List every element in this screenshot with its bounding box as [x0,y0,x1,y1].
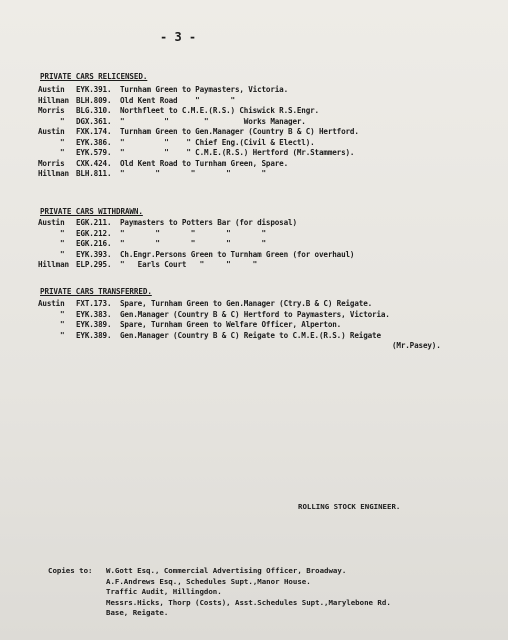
car-registration: BLH.809. [76,95,112,105]
car-make: Austin [38,127,65,136]
car-make: " [60,320,65,329]
car-registration: EYK.389. [76,330,112,340]
car-make: Hillman [38,260,69,269]
car-make: " [60,116,65,126]
page-number: - 3 - [160,30,197,44]
copy-recipient: Messrs.Hicks, Thorp (Costs), Asst.Schedules Supt.,Marylebone Rd. [106,597,391,607]
movement-description: " Earls Court " " " [120,260,258,269]
car-make: Austin [38,299,65,308]
car-make: " [60,330,65,340]
car-registration: BLG.310. [76,106,112,115]
movement-description: Ch.Engr.Persons Green to Turnham Green (for overhaul) [120,249,355,259]
car-make: " [60,239,65,248]
movement-description: " " " " " [120,169,266,178]
copies-label: Copies to: [48,566,93,575]
section-heading: PRIVATE CARS RELICENSED. [40,72,148,81]
car-registration: EYK.579. [76,148,112,157]
movement-description: Northfleet to C.M.E.(R.S.) Chiswick R.S.Engr. [120,106,319,115]
car-make: Austin [38,218,65,227]
movement-description: " " " Works Manager. [120,116,306,126]
movement-description: " " " Chief Eng.(Civil & Electl). [120,137,315,147]
movement-description: Gen.Manager (Country B & C) Hertford to Paymasters, Victoria. [120,309,390,319]
car-make: Morris [38,106,65,115]
car-registration: FXT.173. [76,299,112,308]
car-registration: ELP.295. [76,260,112,269]
copy-recipient: Base, Reigate. [106,608,169,617]
section-heading: PRIVATE CARS TRANSFERRED. [40,287,152,296]
movement-description: Turnham Green to Paymasters, Victoria. [120,85,289,94]
section-heading: PRIVATE CARS WITHDRAWN. [40,207,143,216]
car-make: Austin [38,85,65,94]
signature-line: ROLLING STOCK ENGINEER. [298,502,401,511]
car-registration: EYK.391. [76,85,112,94]
movement-description: " " " " " [120,228,266,238]
car-make: " [60,148,65,157]
car-registration: EGK.216. [76,239,112,248]
copy-recipient: Traffic Audit, Hillingdon. [106,587,222,596]
car-registration: BLH.811. [76,169,112,178]
movement-description: (Mr.Pasey). [392,341,441,350]
movement-description: Spare, Turnham Green to Welfare Officer, Alperton. [120,320,342,329]
car-make: Morris [38,158,65,168]
car-registration: EYK.393. [76,249,112,259]
copy-recipient: W.Gott Esq., Commercial Advertising Officer, Broadway. [106,566,347,575]
copy-recipient: A.F.Andrews Esq., Schedules Supt.,Manor House. [106,576,311,586]
car-make: " [60,309,65,319]
car-make: " [60,249,65,259]
movement-description: Old Kent Road to Turnham Green, Spare. [120,158,289,168]
movement-description: Gen.Manager (Country B & C) Reigate to C.M.E.(R.S.) Reigate [120,330,381,340]
movement-description: Turnham Green to Gen.Manager (Country B & C) Hertford. [120,127,359,136]
movement-description: " " " C.M.E.(R.S.) Hertford (Mr.Stammers). [120,148,355,157]
movement-description: Spare, Turnham Green to Gen.Manager (Ctry.B & C) Reigate. [120,299,373,308]
car-registration: EYK.389. [76,320,112,329]
car-make: " [60,228,65,238]
movement-description: Old Kent Road " " [120,95,235,105]
car-registration: CXK.424. [76,158,112,168]
car-registration: EGK.211. [76,218,112,227]
car-registration: DGX.361. [76,116,112,126]
car-make: " [60,137,65,147]
car-registration: EYK.386. [76,137,112,147]
car-registration: FXK.174. [76,127,112,136]
car-registration: EGK.212. [76,228,112,238]
car-make: Hillman [38,95,69,105]
movement-description: Paymasters to Potters Bar (for disposal) [120,218,297,227]
car-registration: EYK.383. [76,309,112,319]
movement-description: " " " " " [120,239,266,248]
car-make: Hillman [38,169,69,178]
